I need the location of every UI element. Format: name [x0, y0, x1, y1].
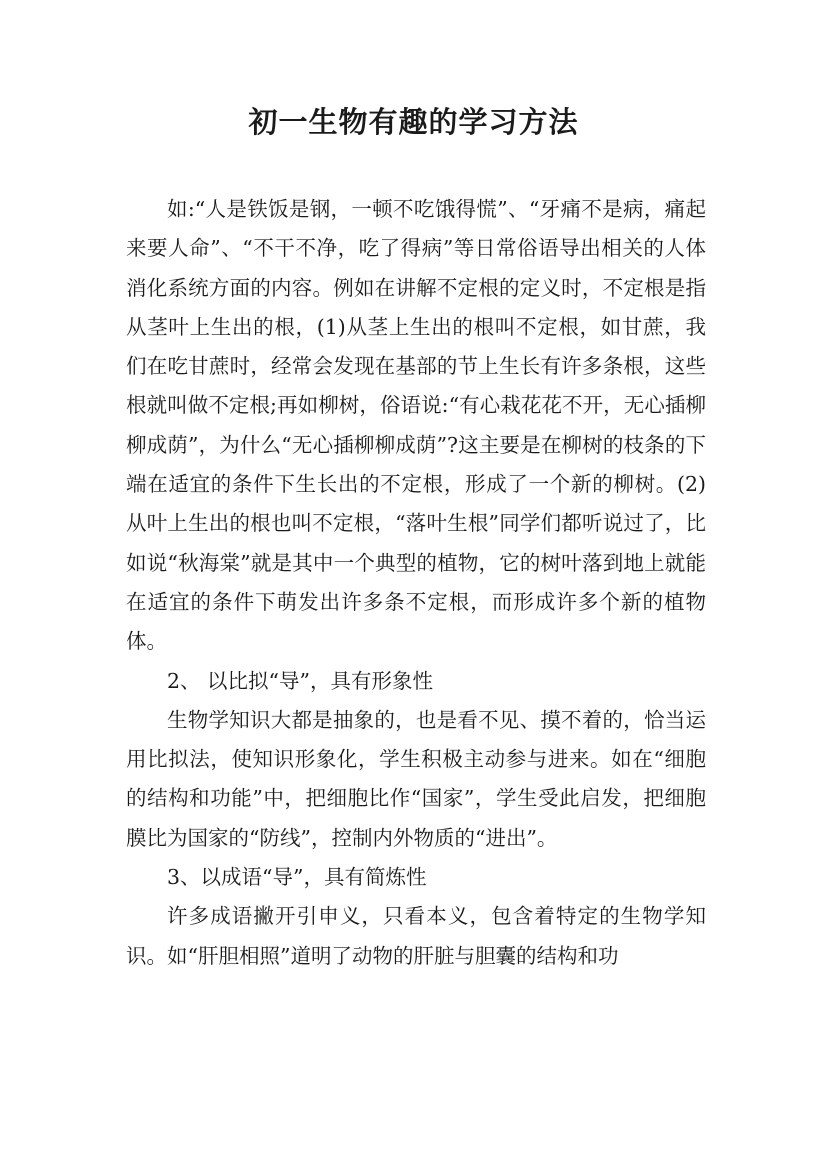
document-body: [126, 190, 706, 976]
document-title: 初一生物有趣的学习方法: [248, 105, 579, 139]
section-heading-idioms: 3、以成语“导”，具有简炼性: [167, 865, 427, 890]
paragraph-idioms: 许多成语撇开引申义，只看本义，包含着特定的生物学知识。如“肝胆相照”道明了动物的肝脏与胆囊的结构和功: [126, 904, 706, 968]
paragraph-idioms-intro: 如:“人是铁饭是钢，一顿不吃饿得慌”、“牙痛不是病，痛起来要人命”、“不干不净，吃了得病”等日常俗语导出相关的人体消化系统方面的内容。例如在讲解不定根的定义时，不定根是指从茎叶上生出的根，(1)从茎上生出的根叫不定根，如甘蔗，我们在吃甘蔗时，经常会发现在基部的节上生长有许多条根，这些根就叫做不定根;再如柳树，俗语说:“有心栽花花不开，无心插柳柳成荫”，为什么“无心插柳柳成荫”?这主要是在柳树的枝条的下端在适宜的条件下生长出的不定根，形成了一个新的柳树。(2)从叶上生出的根也叫不定根，“落叶生根”同学们都听说过了，比如说“秋海棠”就是其中一个典型的植物，它的树叶落到地上就能在适宜的条件下萌发出许多条不定根，而形成许多个新的植物体。: [126, 197, 706, 654]
paragraph-analogy: 生物学知识大都是抽象的，也是看不见、摸不着的，恰当运用比拟法，使知识形象化，学生积极主动参与进来。如在“细胞的结构和功能”中，把细胞比作“国家”，学生受此启发，把细胞膜比为国家的“防线”，控制内外物质的“进出”。: [126, 707, 706, 850]
section-heading-analogy: 2、 以比拟“导”，具有形象性: [167, 668, 434, 693]
